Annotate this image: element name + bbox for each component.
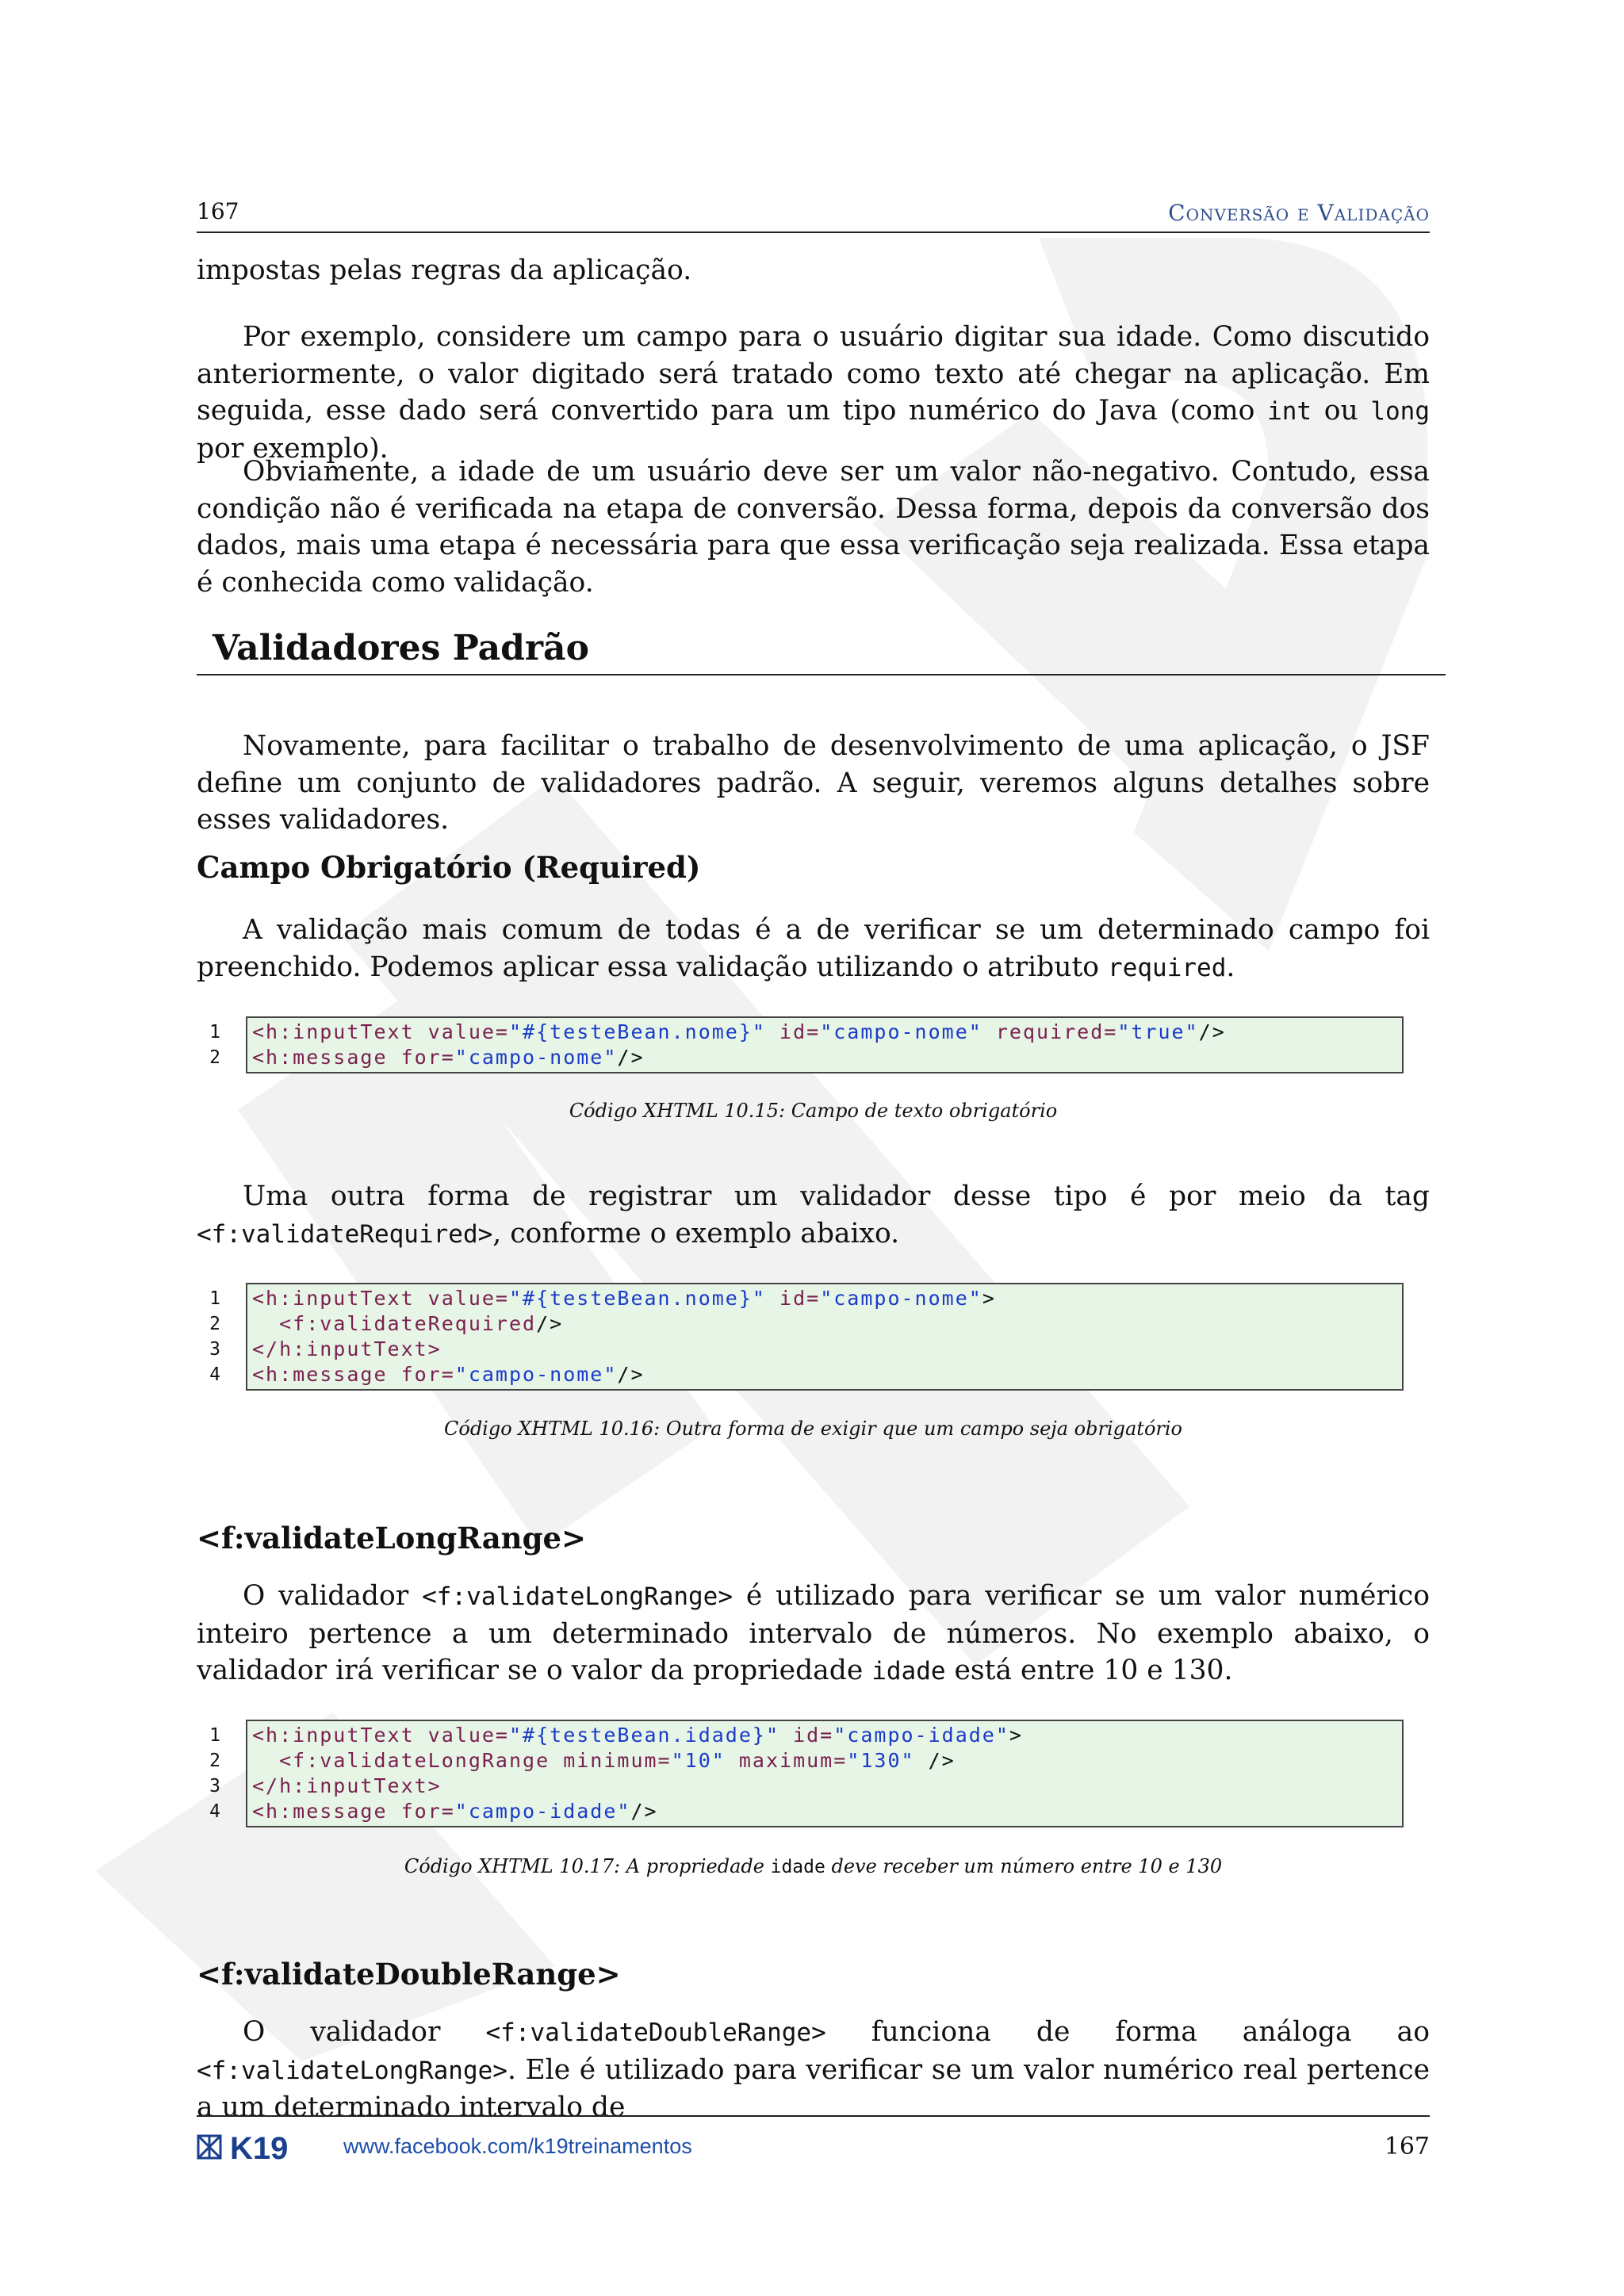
code-line <box>252 1020 1402 1045</box>
code-token: /> <box>914 1749 956 1772</box>
code-line <box>252 1286 1402 1311</box>
section-heading <box>197 626 1446 675</box>
code-token: <h:message <box>252 1363 388 1386</box>
code-token: id= <box>765 1020 821 1043</box>
line-numbers <box>197 1020 220 1070</box>
code-token: "campo-nome" <box>820 1020 982 1043</box>
text: está entre 10 e 130. <box>945 1655 1233 1686</box>
code-line <box>252 1748 1402 1774</box>
code-caption <box>197 1855 1430 1877</box>
inline-code: idade <box>871 1657 946 1686</box>
paragraph <box>197 1578 1430 1690</box>
code-token: "campo-idade" <box>833 1724 1009 1747</box>
inline-code: <f:validateRequired> <box>197 1219 493 1249</box>
line-number: 2 <box>209 1314 220 1334</box>
code-token: /> <box>1198 1020 1226 1043</box>
line-number: 3 <box>209 1776 220 1797</box>
code-token: value= <box>414 1020 509 1043</box>
line-number: 4 <box>209 1801 220 1822</box>
paragraph <box>197 912 1430 986</box>
code-token: /> <box>617 1046 645 1069</box>
running-header <box>197 198 1430 233</box>
code-indent <box>252 1312 279 1335</box>
text: O validador <box>243 1580 423 1612</box>
line-number: 2 <box>209 1751 220 1771</box>
code-token: </h:inputText> <box>252 1337 442 1360</box>
section-title-text: Validadores Padrão <box>213 628 589 668</box>
code-token: for= <box>387 1046 455 1069</box>
line-number: 2 <box>209 1047 220 1068</box>
code-token: /> <box>617 1363 645 1386</box>
paragraph: Obviamente, a idade de um usuário deve ser um valor não-negativo. Contudo, essa condição não é verificada na etapa de conversão. Dessa forma, depois da conversão dos dados, mais uma etapa é necessária para que essa verificação seja realizada. Essa etapa é conhecida como validação. <box>197 456 1430 599</box>
subsection-heading: <f:validateLongRange> <box>197 1521 586 1556</box>
k19-logo <box>197 2131 324 2163</box>
inline-code: long <box>1370 397 1430 426</box>
code-token: "true" <box>1117 1020 1199 1043</box>
code-token: <h:inputText <box>252 1724 415 1747</box>
code-token: "campo-idade" <box>454 1800 631 1823</box>
header-chapter-title: Conversão e Validação <box>1168 200 1430 226</box>
facebook-link[interactable]: www.facebook.com/k19treinamentos <box>343 2134 692 2158</box>
inline-code: idade <box>770 1857 825 1877</box>
line-number: 1 <box>209 1288 220 1309</box>
text: Por exemplo, considere um campo para o usuário digitar sua idade. Como discutido anteriormente, o valor digitado será tratado como texto até chegar na aplicação. Em seguida, esse dado será convertido para um tipo numérico do Java (como <box>197 321 1430 427</box>
footer-page-number: 167 <box>1384 2133 1430 2160</box>
text: . <box>1226 951 1235 983</box>
text: ou <box>1312 395 1371 427</box>
logo-text: K19 <box>230 2131 289 2163</box>
code-token: "campo-nome" <box>454 1363 618 1386</box>
footer-divider <box>197 2115 1430 2117</box>
code-token: </h:inputText> <box>252 1774 442 1797</box>
code-token: "10" <box>671 1749 726 1772</box>
code-token: "#{testeBean.nome}" <box>508 1287 766 1310</box>
inline-code: <f:validateLongRange> <box>422 1582 733 1611</box>
line-number: 1 <box>209 1022 220 1043</box>
paragraph: impostas pelas regras da aplicação. <box>197 254 692 286</box>
code-indent <box>252 1749 279 1772</box>
paragraph <box>197 1178 1430 1253</box>
code-token: for= <box>387 1800 455 1823</box>
code-box <box>246 1283 1404 1391</box>
code-caption: Código XHTML 10.16: Outra forma de exigir que um campo seja obrigatório <box>444 1418 1182 1440</box>
code-token: /> <box>630 1800 658 1823</box>
code-token: /> <box>536 1312 564 1335</box>
text: funciona de forma análoga ao <box>825 2016 1430 2048</box>
line-number: 3 <box>209 1339 220 1360</box>
code-token: minimum= <box>550 1749 672 1772</box>
text: deve receber um número entre 10 e 130 <box>825 1855 1223 1877</box>
code-token: > <box>1009 1724 1023 1747</box>
code-line <box>252 1774 1402 1799</box>
line-number: 1 <box>209 1725 220 1746</box>
code-token: > <box>982 1287 996 1310</box>
text: O validador <box>243 2016 486 2048</box>
header-page-number: 167 <box>197 198 239 224</box>
subsection-heading: Campo Obrigatório (Required) <box>197 850 701 885</box>
code-token: <f:validateLongRange <box>279 1749 550 1772</box>
code-token: "130" <box>847 1749 915 1772</box>
text: é utilizado para verificar se um valor numérico inteiro pertence a um determinado intervalo de números. No exemplo abaixo, o validador irá verificar se o valor da propriedade <box>197 1580 1430 1686</box>
inline-code: <f:validateLongRange> <box>197 2056 508 2085</box>
text: por exemplo). <box>197 432 389 465</box>
code-token: <h:inputText <box>252 1287 415 1310</box>
code-token: maximum= <box>725 1749 848 1772</box>
code-token: "campo-nome" <box>820 1287 982 1310</box>
code-token: "#{testeBean.nome}" <box>508 1020 766 1043</box>
code-token: <h:message <box>252 1800 388 1823</box>
code-caption: Código XHTML 10.15: Campo de texto obrigatório <box>569 1100 1058 1122</box>
code-token: "campo-nome" <box>454 1046 618 1069</box>
inline-code: required <box>1108 953 1227 982</box>
inline-code: <f:validateDoubleRange> <box>485 2019 826 2047</box>
code-token: id= <box>765 1287 821 1310</box>
line-number: 4 <box>209 1364 220 1385</box>
subsection-heading: <f:validateDoubleRange> <box>197 1957 621 1992</box>
code-token: <h:message <box>252 1046 388 1069</box>
text: Uma outra forma de registrar um validador desse tipo é por meio da tag <box>243 1181 1430 1212</box>
text: . Ele é utilizado para verificar se um valor numérico real pertence a um determinado intervalo de <box>197 2053 1430 2123</box>
code-line <box>252 1723 1402 1748</box>
paragraph: Novamente, para facilitar o trabalho de desenvolvimento de uma aplicação, o JSF define um conjunto de validadores padrão. A seguir, veremos alguns detalhes sobre esses validadores. <box>197 730 1430 836</box>
code-line <box>252 1337 1402 1362</box>
text: Código XHTML 10.17: A propriedade <box>404 1855 771 1877</box>
code-line <box>252 1045 1402 1070</box>
code-token: <f:validateRequired <box>279 1312 537 1335</box>
code-line <box>252 1362 1402 1387</box>
text: , conforme o exemplo abaixo. <box>492 1217 900 1249</box>
code-line <box>252 1311 1402 1337</box>
code-box <box>246 1720 1404 1827</box>
code-token: value= <box>414 1724 509 1747</box>
code-token: "#{testeBean.idade}" <box>508 1724 780 1747</box>
code-token: id= <box>779 1724 834 1747</box>
line-numbers <box>197 1723 220 1824</box>
text: A validação mais comum de todas é a de verificar se um determinado campo foi preenchido. Podemos aplicar essa validação utilizando o atributo <box>197 914 1430 983</box>
code-box <box>246 1016 1404 1073</box>
inline-code: int <box>1267 397 1312 426</box>
line-numbers <box>197 1286 220 1387</box>
code-token: required= <box>982 1020 1118 1043</box>
code-token: value= <box>414 1287 509 1310</box>
code-line <box>252 1799 1402 1824</box>
code-token: <h:inputText <box>252 1020 415 1043</box>
code-token: for= <box>387 1363 455 1386</box>
paragraph <box>197 2014 1430 2126</box>
paragraph <box>197 319 1430 467</box>
